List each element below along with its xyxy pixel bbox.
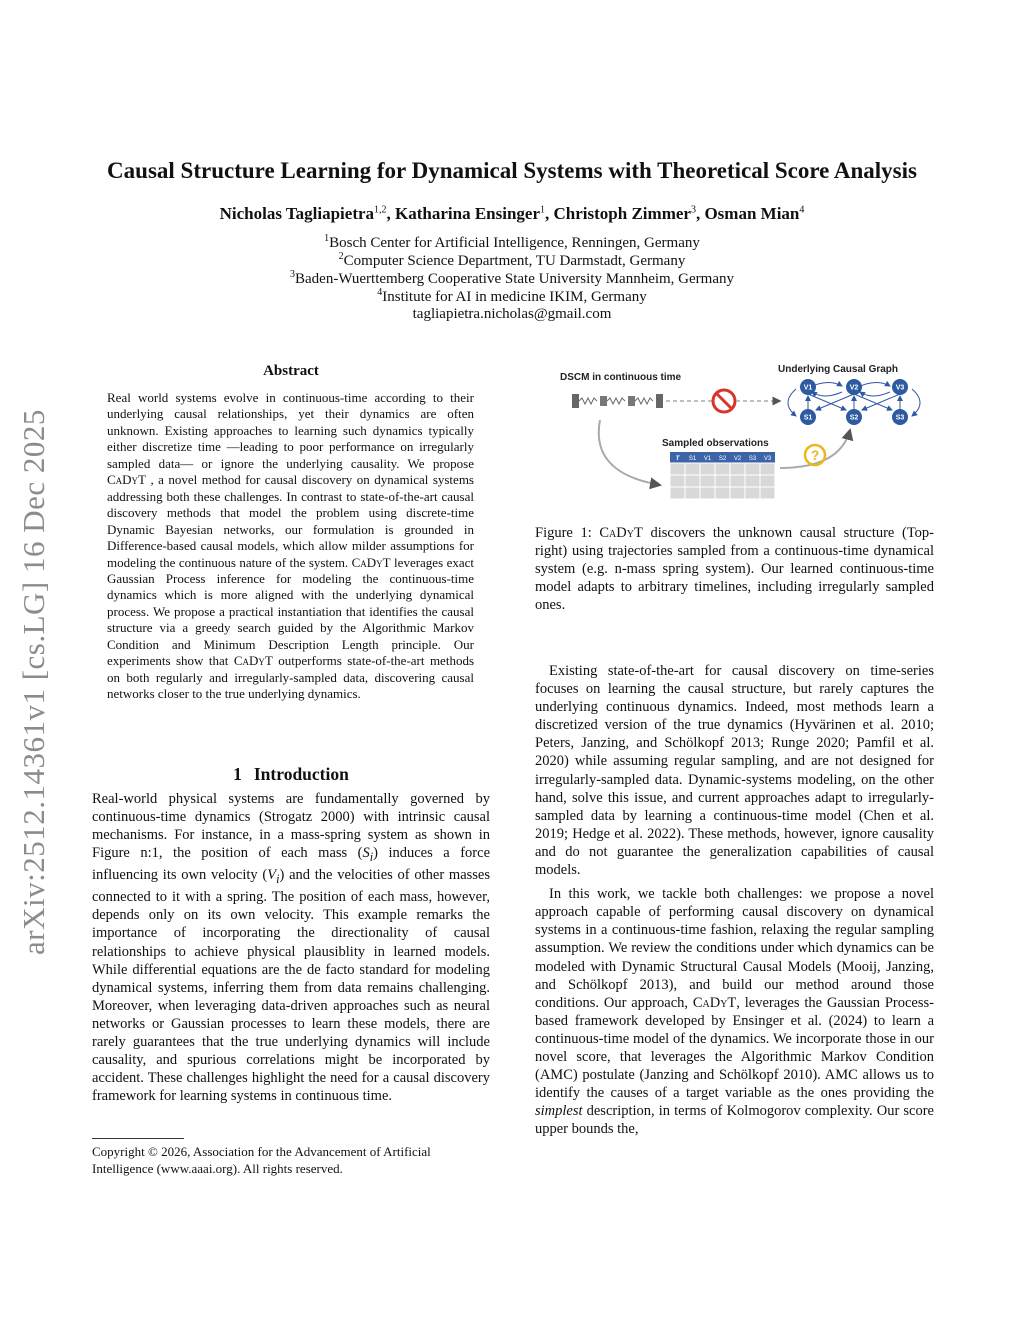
affiliation: $^3$Baden-Wuerttemberg Cooperative State University Mannheim, Germany <box>290 269 734 287</box>
figure-label-sampled-observations: Sampled observations <box>662 438 769 449</box>
author-name: Katharina Ensinger <box>395 204 541 223</box>
figure-label-dscm: DSCM in continuous time <box>560 372 682 383</box>
author-name: Nicholas Tagliapietra <box>219 204 375 223</box>
author-name: Osman Mian <box>704 204 800 223</box>
svg-text:V1: V1 <box>803 384 813 392</box>
arxiv-identifier: arXiv:2512.14361v1 [cs.LG] 16 Dec 2025 <box>16 409 51 955</box>
svg-text:S2: S2 <box>718 456 727 462</box>
abstract-heading: Abstract <box>263 363 319 379</box>
author-list: Nicholas Tagliapietra$^{1,2}$, Katharina Ensinger$^1$, Christoph Zimmer$^3$, Osman Mian$^4$ <box>219 204 805 223</box>
author-name: Christoph Zimmer <box>553 204 691 223</box>
svg-text:S2: S2 <box>849 414 859 422</box>
svg-text:T: T <box>675 456 680 462</box>
svg-text:?: ? <box>810 447 820 463</box>
figure-1 <box>540 358 940 508</box>
author-email: tagliapietra.nicholas@gmail.com <box>412 306 612 322</box>
svg-text:S3: S3 <box>895 414 905 422</box>
svg-text:V2: V2 <box>849 384 859 392</box>
figure-label-causal-graph: Underlying Causal Graph <box>778 364 899 375</box>
svg-text:S1: S1 <box>688 456 697 462</box>
copyright-notice: Copyright © 2026, Association for the Advancement of Artificial Intelligence (www.aaai.org). All rights reserved. <box>92 1144 431 1176</box>
affiliation: $^2$Computer Science Department, TU Darmstadt, Germany <box>338 251 686 269</box>
affiliation: $^4$Institute for AI in medicine IKIM, Germany <box>377 287 647 305</box>
footnote-divider <box>92 1138 184 1139</box>
introduction-text: Real-world physical systems are fundamentally governed by continuous-time dynamics (Strogatz 2000) with intrinsic causal mechanisms. For instance, in a mass-spring system as shown in Figure n:1, the position of each mass $(S_i)$ induces a force influencing its own velocity $(V_i)$ and the velocities of other masses connected to it with a spring. The position of each mass, however, depends only on its own velocity. This example remarks the importance of incorporating the directionality of causal relationships to achieve physical plausiblity in learned models. While differential equations are the de facto standard for modeling dynamical systems, inferring them from data remains challenging. Moreover, when leveraging data-driven approaches such as neural networks or Gaussian processes to learn these models, there are rarely guarantees that the true underlying dynamics will include causality, and spurious correlations might be incorporated by accident. These challenges highlight the need for a causal discovery framework for learning systems in continuous time. <box>92 791 490 1105</box>
svg-text:V2: V2 <box>733 456 742 462</box>
causal-graph <box>788 379 920 425</box>
paragraph: In this work, we tackle both challenges: we propose a novel approach capable of performing causal discovery on dynamical systems in a continuous-time fashion, relaxing the regular sampling assumption. We review the conditions under which dynamics can be modeled with Dynamic Structural Causal Models (Mooij, Janzing, and Schölkopf 2013), and build our method around those conditions. Our approach, CaDyT, leverages the Gaussian Process-based framework developed by Ensinger et al. (2024) to learn a continuous-time model of the dynamics. We incorporate those in our novel score, that leverages the Algorithmic Markov Condition (AMC) postulate (Janzing and Schölkopf 2010). AMC allows us to identify the causes of a target variable as the ones providing the simplest description, in terms of Kolmogorov complexity. Our score upper bounds the, <box>535 886 934 1138</box>
right-column-text <box>535 662 934 1138</box>
svg-text:V1: V1 <box>703 456 712 462</box>
svg-text:V3: V3 <box>763 456 772 462</box>
svg-text:S1: S1 <box>803 414 813 422</box>
paper-title: Causal Structure Learning for Dynamical Systems with Theoretical Score Analysis <box>107 158 917 183</box>
abstract-text: Real world systems evolve in continuous-time according to their underlying causal relationships, yet their dynamics are often unknown. Existing approaches to learning such dynamics typically either discretize time —leading to poor performance on irregularly sampled data— or ignore the underlying causality. We propose CaDyT , a novel method for causal discovery on dynamical systems addressing both these challenges. In contrast to state-of-the-art causal discovery methods that model the problem using discrete-time Dynamic Bayesian networks, our formulation is grounded in Difference-based causal models, which allow milder assumptions for modeling the continuous nature of the system. CaDyT leverages exact Gaussian Process inference for modeling the continuous-time dynamics which is more aligned with the underlying dynamical process. We propose a practical instantiation that identifies the causal structure via a greedy search guided by the Algorithmic Markov Condition and Minimum Description Length principle. Our experiments show that CaDyT outperforms state-of-the-art methods on both regularly and irregularly-sampled data, discovering causal networks closer to the true underlying dynamics. <box>107 390 474 702</box>
paragraph: Existing state-of-the-art for causal discovery on time-series focuses on learning the causal structure, but rarely captures the underlying continuous dynamics. Indeed, most methods learn a discretized version of the true dynamics (Hyvärinen et al. 2010; Peters, Janzing, and Schölkopf 2013; Runge 2020; Pamfil et al. 2020) while assuming regular sampling, and are not designed for irregularly-sampled data. Dynamic-systems modeling, on the other hand, solve this issue, and current approaches adapt to irregularly-sampled data by learning a continuous-time model (Chen et al. 2019; Hedge et al. 2022). These methods, however, ignore causality and do not guarantee the generalization capabilities of causal models. <box>535 663 934 879</box>
observation-table <box>670 452 775 499</box>
svg-text:S3: S3 <box>748 456 757 462</box>
svg-text:V3: V3 <box>895 384 905 392</box>
affiliation: $^1$Bosch Center for Artificial Intelligence, Renningen, Germany <box>324 233 700 251</box>
figure-1-caption: Figure 1: CaDyT discovers the unknown causal structure (Top-right) using trajectories sampled from a continuous-time dynamical system (e.g. n-mass spring system). Our learned continuous-time model adapts to arbitrary timelines, including irregularly sampled ones. <box>535 525 934 614</box>
question-icon <box>805 445 825 465</box>
forbidden-icon <box>713 390 735 412</box>
mass-spring-system-icon <box>572 394 663 408</box>
section-heading-introduction: 1 Introduction <box>233 764 349 784</box>
